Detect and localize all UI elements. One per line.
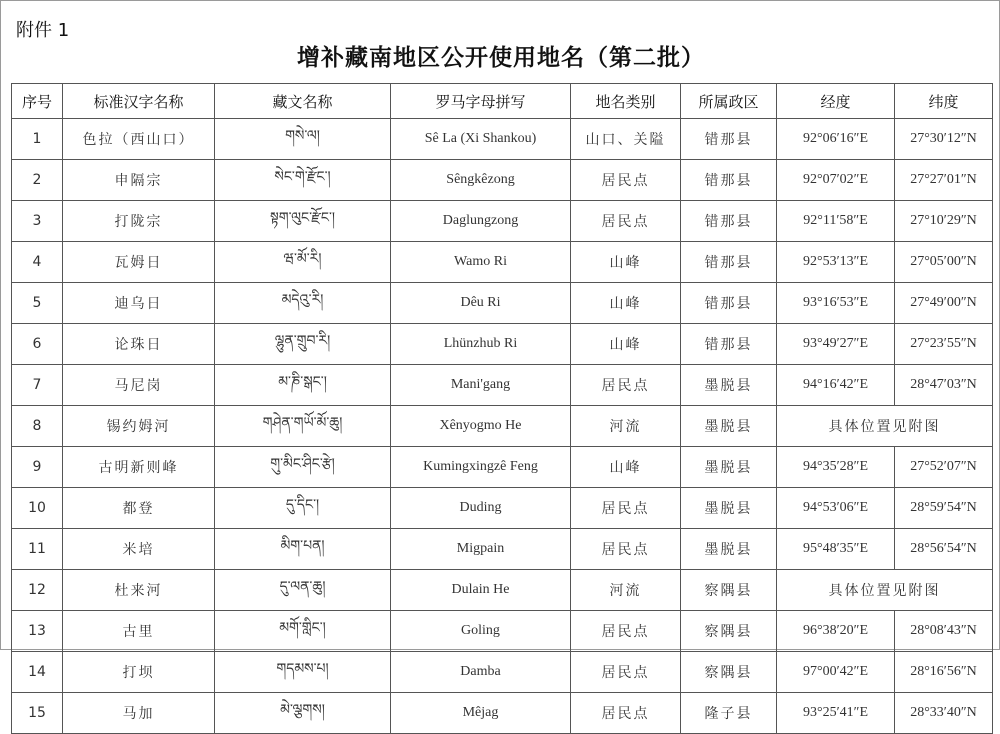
table-row xyxy=(12,611,993,652)
cell-region: 隆子县 xyxy=(681,693,777,734)
cell-index: 5 xyxy=(12,283,63,324)
table-row xyxy=(12,447,993,488)
cell-chinese-name: 马尼岗 xyxy=(63,365,215,406)
cell-roman-spelling: Sê La (Xi Shankou) xyxy=(391,119,571,160)
cell-tibetan-name: སེང་གེ་རྫོང་། xyxy=(215,160,391,201)
cell-latitude: 28°16′56″N xyxy=(895,652,993,693)
cell-latitude: 27°23′55″N xyxy=(895,324,993,365)
cell-latitude: 27°05′00″N xyxy=(895,242,993,283)
cell-latitude: 27°52′07″N xyxy=(895,447,993,488)
cell-chinese-name: 打陇宗 xyxy=(63,201,215,242)
cell-index: 9 xyxy=(12,447,63,488)
cell-longitude: 93°16′53″E xyxy=(777,283,895,324)
cell-longitude: 94°16′42″E xyxy=(777,365,895,406)
cell-latitude: 27°30′12″N xyxy=(895,119,993,160)
attachment-label: 附件 1 xyxy=(16,20,70,41)
cell-index: 1 xyxy=(12,119,63,160)
cell-roman-spelling: Kumingxingzê Feng xyxy=(391,447,571,488)
cell-longitude: 97°00′42″E xyxy=(777,652,895,693)
cell-latitude: 28°59′54″N xyxy=(895,488,993,529)
cell-tibetan-name: དུ་དིང་། xyxy=(215,488,391,529)
header-region: 所属政区 xyxy=(681,84,777,119)
cell-index: 7 xyxy=(12,365,63,406)
table-row xyxy=(12,570,993,611)
cell-chinese-name: 马加 xyxy=(63,693,215,734)
cell-longitude: 95°48′35″E xyxy=(777,529,895,570)
cell-latitude: 28°47′03″N xyxy=(895,365,993,406)
header-latitude: 纬度 xyxy=(895,84,993,119)
cell-category: 居民点 xyxy=(571,693,681,734)
cell-roman-spelling: Sêngkêzong xyxy=(391,160,571,201)
cell-category: 山峰 xyxy=(571,324,681,365)
cell-latitude: 28°56′54″N xyxy=(895,529,993,570)
table-row xyxy=(12,201,993,242)
cell-index: 3 xyxy=(12,201,63,242)
cell-chinese-name: 论珠日 xyxy=(63,324,215,365)
cell-roman-spelling: Duding xyxy=(391,488,571,529)
cell-region: 错那县 xyxy=(681,160,777,201)
cell-chinese-name: 古里 xyxy=(63,611,215,652)
cell-chinese-name: 锡约姆河 xyxy=(63,406,215,447)
cell-longitude: 92°06′16″E xyxy=(777,119,895,160)
cell-region: 错那县 xyxy=(681,201,777,242)
cell-chinese-name: 迪乌日 xyxy=(63,283,215,324)
cell-roman-spelling: Dêu Ri xyxy=(391,283,571,324)
cell-longitude: 92°07′02″E xyxy=(777,160,895,201)
cell-roman-spelling: Dulain He xyxy=(391,570,571,611)
cell-index: 4 xyxy=(12,242,63,283)
table-row xyxy=(12,652,993,693)
cell-index: 11 xyxy=(12,529,63,570)
cell-roman-spelling: Damba xyxy=(391,652,571,693)
cell-region: 察隅县 xyxy=(681,611,777,652)
cell-latitude: 28°33′40″N xyxy=(895,693,993,734)
cell-tibetan-name: མགོ་གླིང་། xyxy=(215,611,391,652)
table-row xyxy=(12,283,993,324)
cell-latitude: 28°08′43″N xyxy=(895,611,993,652)
header-longitude: 经度 xyxy=(777,84,895,119)
table-row xyxy=(12,693,993,734)
cell-category: 居民点 xyxy=(571,201,681,242)
cell-latitude: 27°10′29″N xyxy=(895,201,993,242)
table-row xyxy=(12,488,993,529)
cell-tibetan-name: ཝ་མོ་རི། xyxy=(215,242,391,283)
cell-tibetan-name: སྟག་ལུང་རྫོང་། xyxy=(215,201,391,242)
cell-category: 山峰 xyxy=(571,447,681,488)
cell-category: 居民点 xyxy=(571,652,681,693)
cell-region: 墨脱县 xyxy=(681,365,777,406)
table-row xyxy=(12,324,993,365)
header-chinese-name: 标准汉字名称 xyxy=(63,84,215,119)
cell-category: 居民点 xyxy=(571,488,681,529)
cell-index: 10 xyxy=(12,488,63,529)
cell-index: 12 xyxy=(12,570,63,611)
cell-index: 8 xyxy=(12,406,63,447)
cell-category: 山峰 xyxy=(571,242,681,283)
table-row xyxy=(12,365,993,406)
cell-region: 察隅县 xyxy=(681,570,777,611)
cell-latitude: 27°27′01″N xyxy=(895,160,993,201)
cell-region: 察隅县 xyxy=(681,652,777,693)
cell-roman-spelling: Wamo Ri xyxy=(391,242,571,283)
cell-tibetan-name: གདམས་པ། xyxy=(215,652,391,693)
cell-chinese-name: 申隔宗 xyxy=(63,160,215,201)
cell-longitude: 93°25′41″E xyxy=(777,693,895,734)
cell-location-note: 具体位置见附图 xyxy=(777,570,993,611)
cell-index: 6 xyxy=(12,324,63,365)
table-row xyxy=(12,119,993,160)
cell-roman-spelling: Mani'gang xyxy=(391,365,571,406)
cell-tibetan-name: ལྷུན་གྲུབ་རི། xyxy=(215,324,391,365)
cell-roman-spelling: Goling xyxy=(391,611,571,652)
cell-category: 河流 xyxy=(571,406,681,447)
document-title: 增补藏南地区公开使用地名（第二批） xyxy=(297,45,705,71)
cell-region: 墨脱县 xyxy=(681,529,777,570)
cell-category: 居民点 xyxy=(571,611,681,652)
table-body xyxy=(12,119,993,734)
cell-region: 墨脱县 xyxy=(681,447,777,488)
cell-chinese-name: 米培 xyxy=(63,529,215,570)
cell-longitude: 94°53′06″E xyxy=(777,488,895,529)
cell-region: 错那县 xyxy=(681,324,777,365)
cell-category: 居民点 xyxy=(571,365,681,406)
cell-chinese-name: 都登 xyxy=(63,488,215,529)
cell-region: 墨脱县 xyxy=(681,488,777,529)
cell-chinese-name: 色拉（西山口） xyxy=(63,119,215,160)
cell-index: 13 xyxy=(12,611,63,652)
header-category: 地名类别 xyxy=(571,84,681,119)
cell-region: 错那县 xyxy=(681,283,777,324)
table-row xyxy=(12,529,993,570)
cell-index: 2 xyxy=(12,160,63,201)
cell-longitude: 94°35′28″E xyxy=(777,447,895,488)
cell-chinese-name: 瓦姆日 xyxy=(63,242,215,283)
cell-roman-spelling: Lhünzhub Ri xyxy=(391,324,571,365)
table-row xyxy=(12,160,993,201)
cell-tibetan-name: མདེའུ་རི། xyxy=(215,283,391,324)
cell-longitude: 92°53′13″E xyxy=(777,242,895,283)
cell-index: 14 xyxy=(12,652,63,693)
cell-location-note: 具体位置见附图 xyxy=(777,406,993,447)
cell-roman-spelling: Migpain xyxy=(391,529,571,570)
cell-longitude: 92°11′58″E xyxy=(777,201,895,242)
cell-longitude: 93°49′27″E xyxy=(777,324,895,365)
cell-region: 墨脱县 xyxy=(681,406,777,447)
cell-roman-spelling: Xênyogmo He xyxy=(391,406,571,447)
cell-category: 河流 xyxy=(571,570,681,611)
cell-tibetan-name: དུ་ལན་ཆུ། xyxy=(215,570,391,611)
cell-chinese-name: 打坝 xyxy=(63,652,215,693)
cell-index: 15 xyxy=(12,693,63,734)
table-row xyxy=(12,242,993,283)
cell-category: 山口、关隘 xyxy=(571,119,681,160)
cell-region: 错那县 xyxy=(681,242,777,283)
cell-region: 错那县 xyxy=(681,119,777,160)
cell-tibetan-name: མ་ཎི་སྒང་། xyxy=(215,365,391,406)
header-roman-spelling: 罗马字母拼写 xyxy=(391,84,571,119)
cell-category: 山峰 xyxy=(571,283,681,324)
table-row xyxy=(12,406,993,447)
cell-category: 居民点 xyxy=(571,529,681,570)
cell-tibetan-name: གཤེན་གཡོ་མོ་ཆུ། xyxy=(215,406,391,447)
cell-latitude: 27°49′00″N xyxy=(895,283,993,324)
cell-tibetan-name: གུ་མིང་ཤིང་རྩེ། xyxy=(215,447,391,488)
cell-category: 居民点 xyxy=(571,160,681,201)
header-index: 序号 xyxy=(12,84,63,119)
cell-roman-spelling: Mêjag xyxy=(391,693,571,734)
cell-tibetan-name: མེ་ལྕགས། xyxy=(215,693,391,734)
table-header-row xyxy=(12,84,993,119)
cell-longitude: 96°38′20″E xyxy=(777,611,895,652)
place-names-table xyxy=(11,83,993,734)
cell-chinese-name: 杜来河 xyxy=(63,570,215,611)
cell-chinese-name: 古明新则峰 xyxy=(63,447,215,488)
header-tibetan-name: 藏文名称 xyxy=(215,84,391,119)
cell-roman-spelling: Daglungzong xyxy=(391,201,571,242)
cell-tibetan-name: མིག་པན། xyxy=(215,529,391,570)
cell-tibetan-name: གསེ་ལ། xyxy=(215,119,391,160)
